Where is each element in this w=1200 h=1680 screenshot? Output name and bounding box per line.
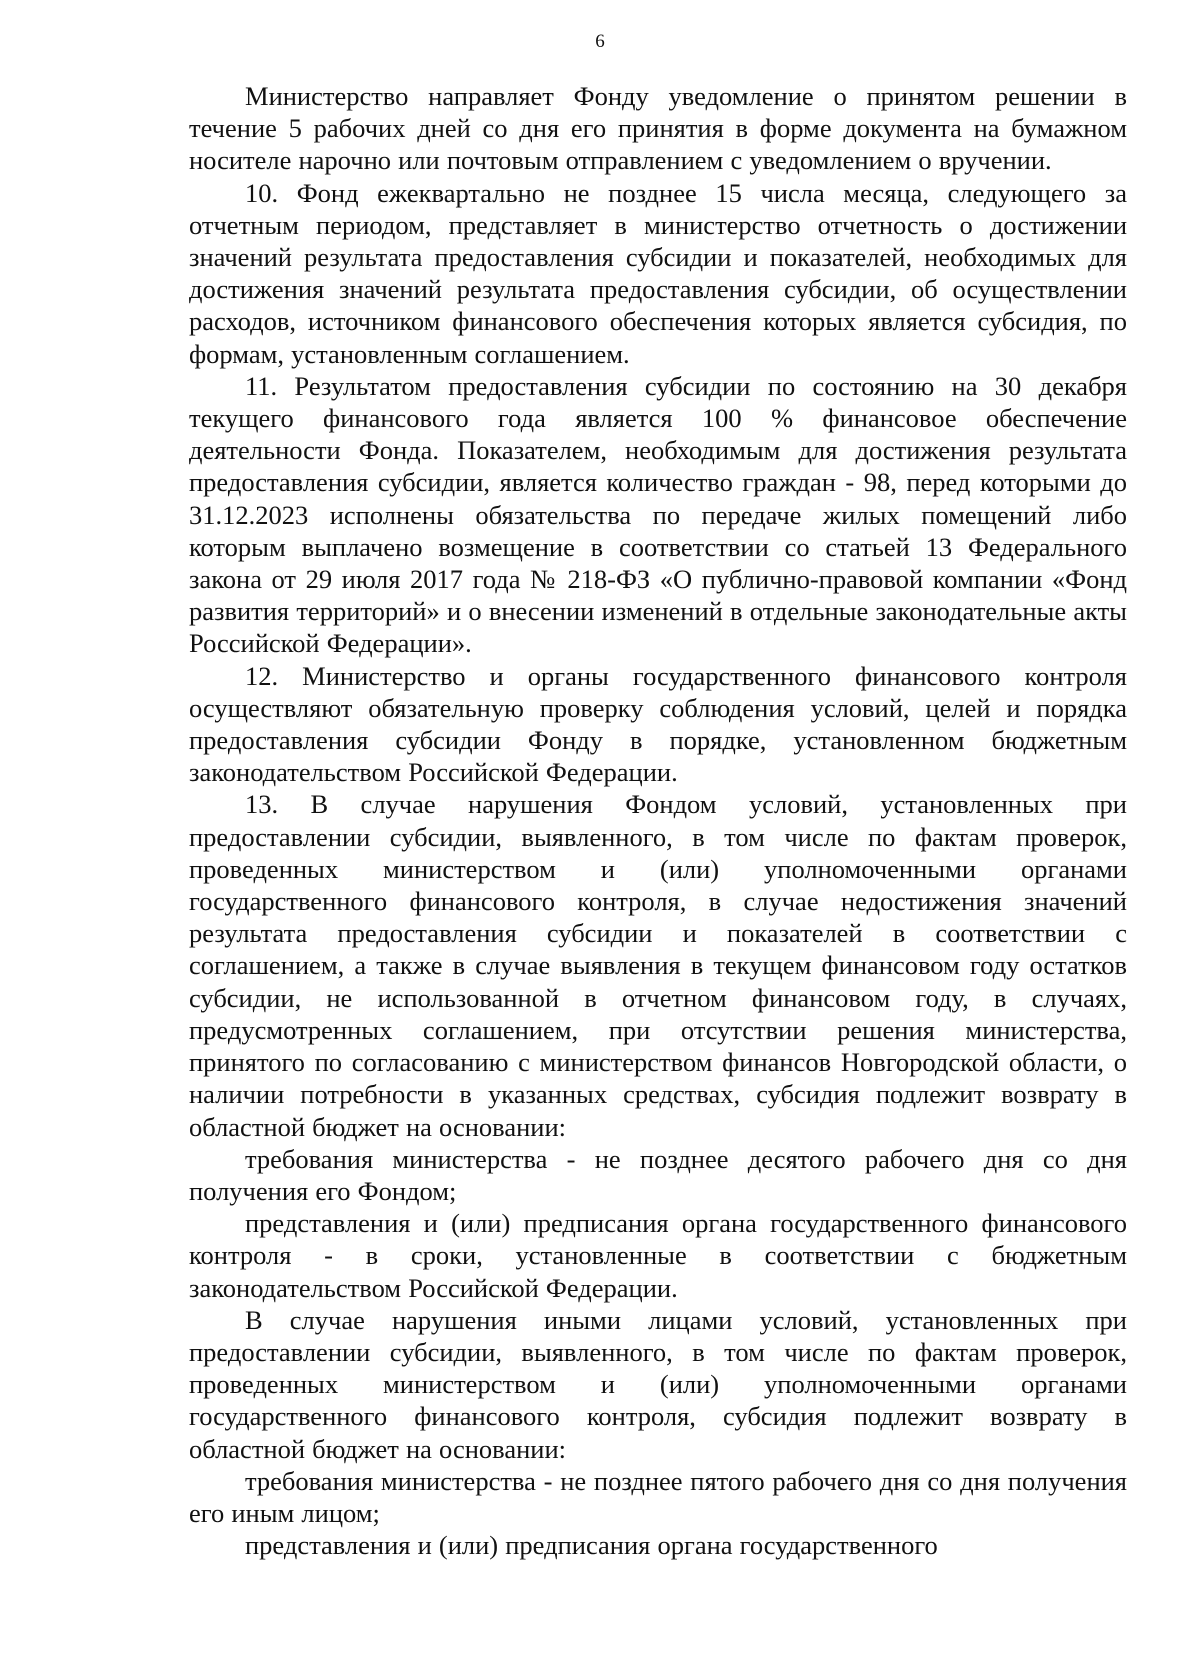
paragraph-12-control: 12. Министерство и органы государственного финансового контроля осуществляют обязательную проверку соблюдения условий, целей и порядка предоставления субсидии Фонду в порядке, установленном бюджетным законодательством Российской Федерации.	[189, 660, 1127, 788]
page-number: 6	[595, 31, 605, 52]
paragraph-10-reporting: 10. Фонд ежеквартально не позднее 15 числа месяца, следующего за отчетным периодом, представляет в министерство отчетность о достижении значений результата предоставления субсидии и показателей, необходимых для достижения значений результата предоставления субсидии, об осуществлении расходов, источником финансового обеспечения которых является субсидия, по формам, установленным соглашением.	[189, 177, 1127, 369]
paragraph-control-order-partial: представления и (или) предписания органа государственного	[245, 1530, 938, 1561]
paragraph-control-order: представления и (или) предписания органа государственного финансового контроля - в сроки, установленные в соответствии с бюджетным законодательством Российской Федерации.	[189, 1208, 1127, 1303]
paragraph-11-result: 11. Результатом предоставления субсидии по состоянию на 30 декабря текущего финансового года является 100 % финансовое обеспечение деятельности Фонда. Показателем, необходимым для достижения результата предоставления субсидии, является количество граждан - 98, перед которыми до 31.12.2023 исполнены обязательства по передаче жилых помещений либо которым выплачено возмещение в соответствии со статьей 13 Федерального закона от 29 июля 2017 года № 218-ФЗ «О публично-правовой компании «Фонд развития территорий» и о внесении изменений в отдельные законодательные акты Российской Федерации».	[189, 370, 1127, 659]
paragraph-ministry-requirement: требования министерства - не позднее десятого рабочего дня со дня получения его Фондом;	[189, 1143, 1127, 1206]
paragraph-notification: Министерство направляет Фонду уведомление о принятом решении в течение 5 рабочих дней со дня его принятия в форме документа на бумажном носителе нарочно или почтовым отправлением с уведомлением о вручении.	[189, 81, 1127, 176]
paragraph-13-violation: 13. В случае нарушения Фондом условий, установленных при предоставлении субсидии, выявленного, в том числе по фактам проверок, проведенных министерством и (или) уполномоченными органами государственного финансового контроля, в случае недостижения значений результата предоставления субсидии и показателей в соответствии с соглашением, а также в случае выявления в текущем финансовом году остатков субсидии, не использованной в отчетном финансовом году, в случаях, предусмотренных соглашением, при отсутствии решения министерства, принятого по согласованию с министерством финансов Новгородской области, о наличии потребности в указанных средствах, субсидия подлежит возврату в областной бюджет на основании:	[189, 789, 1127, 1142]
paragraph-other-persons: В случае нарушения иными лицами условий, установленных при предоставлении субсидии, выявленного, в том числе по фактам проверок, проведенных министерством и (или) уполномоченными органами государственного финансового контроля, субсидия подлежит возврату в областной бюджет на основании:	[189, 1304, 1127, 1464]
document-body	[189, 80, 1127, 1561]
paragraph-ministry-requirement-other: требования министерства - не позднее пятого рабочего дня со дня получения его иным лицом;	[189, 1465, 1127, 1528]
